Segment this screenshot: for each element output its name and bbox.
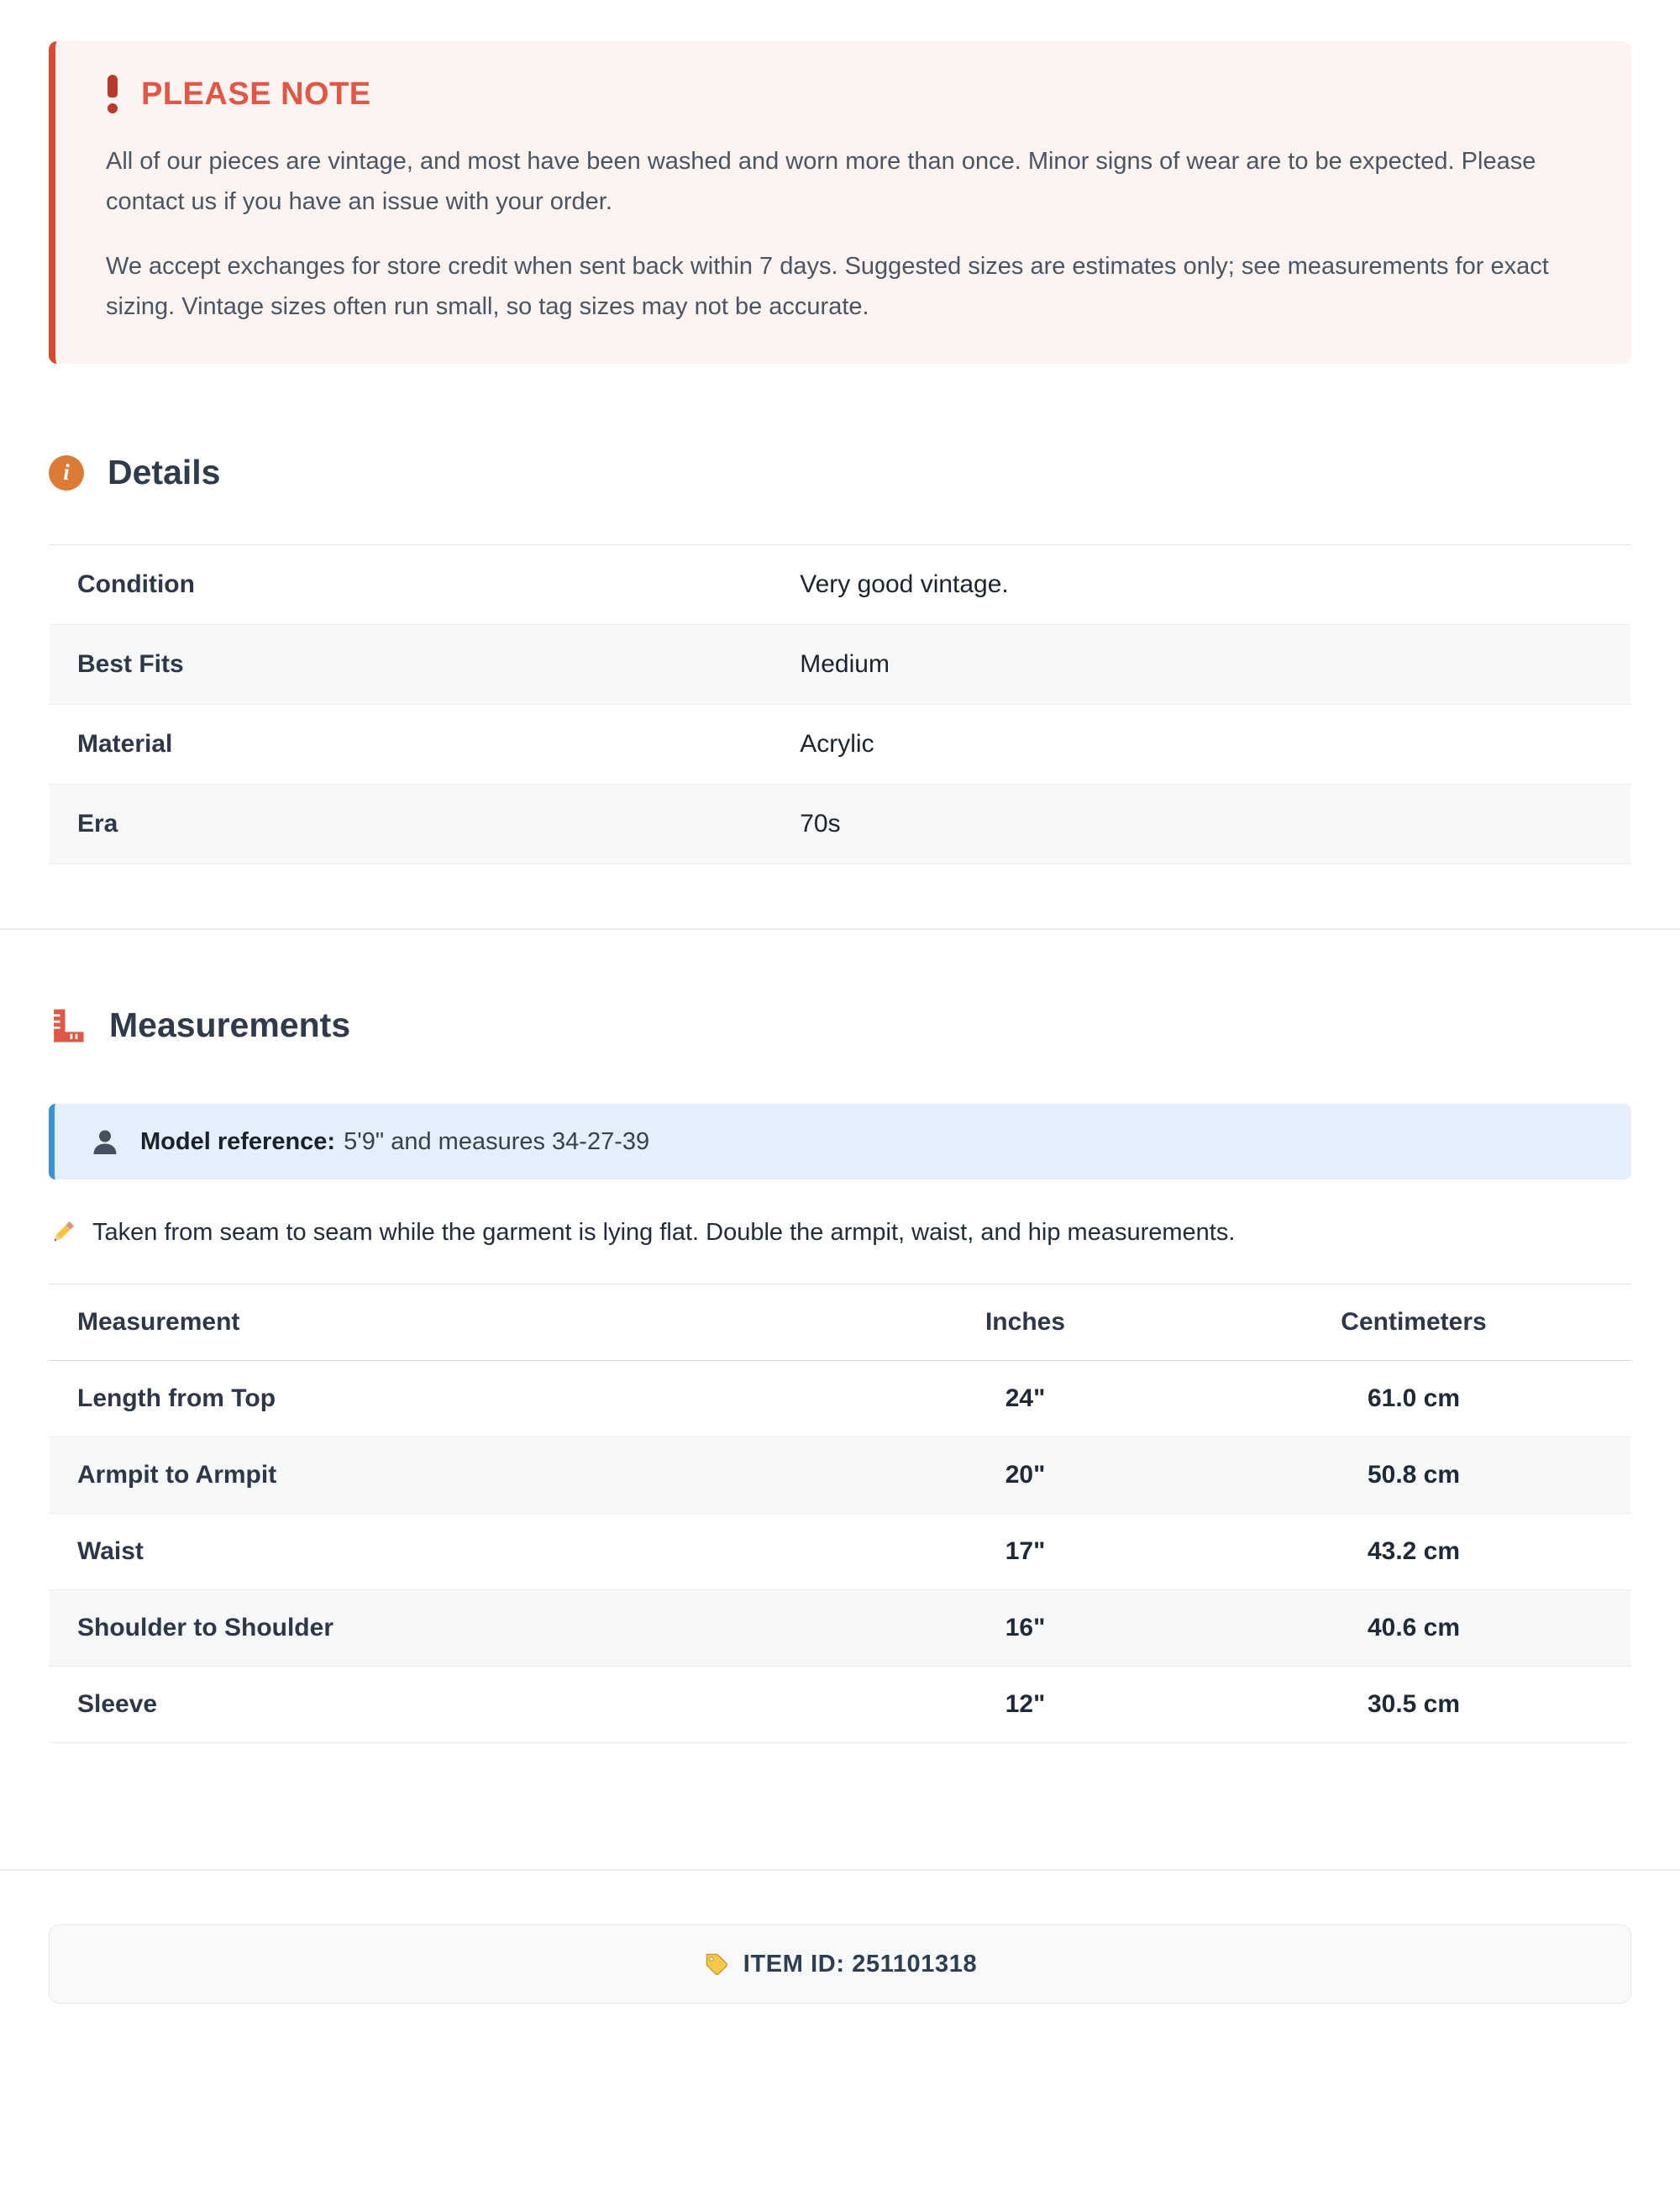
table-row [49, 705, 1631, 785]
measurement-instructions [49, 1218, 1631, 1247]
measurement-inches: 17" [1005, 1537, 1046, 1566]
details-section [0, 453, 1680, 928]
measurements-section [0, 1006, 1680, 1869]
measurement-name: Shoulder to Shoulder [77, 1614, 333, 1642]
measurement-name: Waist [77, 1537, 144, 1566]
detail-value: Medium [800, 650, 890, 679]
please-note-alert [49, 41, 1631, 364]
table-row [49, 1361, 1631, 1437]
measurement-instructions-text: Taken from seam to seam while the garment is lying flat. Double the armpit, waist, and hip measurements. [92, 1218, 1236, 1246]
exclamation-icon [106, 75, 119, 113]
detail-value: Very good vintage. [800, 570, 1009, 599]
note-heading [106, 75, 1581, 113]
tag-icon [703, 1951, 730, 1978]
table-row [49, 1667, 1631, 1743]
measurements-title-text: Measurements [109, 1006, 351, 1045]
measurements-heading [49, 1006, 1631, 1045]
info-icon [49, 455, 84, 491]
pencil-icon [49, 1218, 77, 1247]
measurement-name: Armpit to Armpit [77, 1461, 277, 1489]
measurements-table [49, 1284, 1631, 1743]
section-divider [0, 928, 1680, 930]
model-reference-box [49, 1104, 1631, 1179]
person-icon [90, 1127, 120, 1157]
table-row [49, 1514, 1631, 1590]
measurement-cm: 40.6 cm [1367, 1614, 1461, 1642]
measurement-cm: 50.8 cm [1367, 1461, 1461, 1489]
table-row [49, 1590, 1631, 1667]
detail-label: Best Fits [77, 650, 184, 679]
measurement-inches: 24" [1005, 1384, 1046, 1413]
measurement-inches: 12" [1005, 1690, 1046, 1719]
measurement-name: Sleeve [77, 1690, 158, 1719]
table-row [49, 545, 1631, 625]
table-row [49, 785, 1631, 864]
detail-label: Condition [77, 570, 195, 599]
detail-label: Era [77, 810, 118, 838]
table-row [49, 625, 1631, 705]
column-header: Centimeters [1341, 1308, 1487, 1337]
model-reference-value: 5'9" and measures 34-27-39 [344, 1127, 650, 1155]
measurement-cm: 43.2 cm [1367, 1537, 1461, 1566]
detail-value: 70s [800, 810, 841, 838]
measurement-name: Length from Top [77, 1384, 276, 1413]
product-details-page [0, 41, 1680, 2004]
note-paragraph: We accept exchanges for store credit when sent back within 7 days. Suggested sizes are estimates only; see measurements for exact sizing. Vintage sizes often run small, so tag sizes may not be accurate. [106, 253, 1549, 320]
column-header: Measurement [77, 1308, 240, 1337]
model-reference-text [140, 1128, 649, 1156]
detail-label: Material [77, 730, 173, 759]
measurement-cm: 30.5 cm [1367, 1690, 1461, 1719]
note-paragraph: All of our pieces are vintage, and most have been washed and worn more than once. Minor signs of wear are to be expected. Please contact us if you have an issue with your order. [106, 148, 1536, 215]
measurement-cm: 61.0 cm [1367, 1384, 1461, 1413]
model-reference-label: Model reference: [140, 1127, 336, 1155]
note-title-text: PLEASE NOTE [141, 76, 371, 112]
item-id-box [49, 1925, 1631, 2004]
details-table [49, 544, 1631, 864]
ruler-icon [49, 1007, 86, 1044]
section-divider [0, 1869, 1680, 1871]
details-title-text: Details [108, 453, 221, 492]
detail-value: Acrylic [800, 730, 874, 759]
item-id-text: ITEM ID: 251101318 [743, 1950, 978, 1978]
measurement-inches: 16" [1005, 1614, 1046, 1642]
details-heading [49, 453, 1631, 492]
measurement-inches: 20" [1005, 1461, 1046, 1489]
measurements-table-header [49, 1284, 1631, 1361]
table-row [49, 1437, 1631, 1514]
column-header: Inches [984, 1308, 1066, 1337]
